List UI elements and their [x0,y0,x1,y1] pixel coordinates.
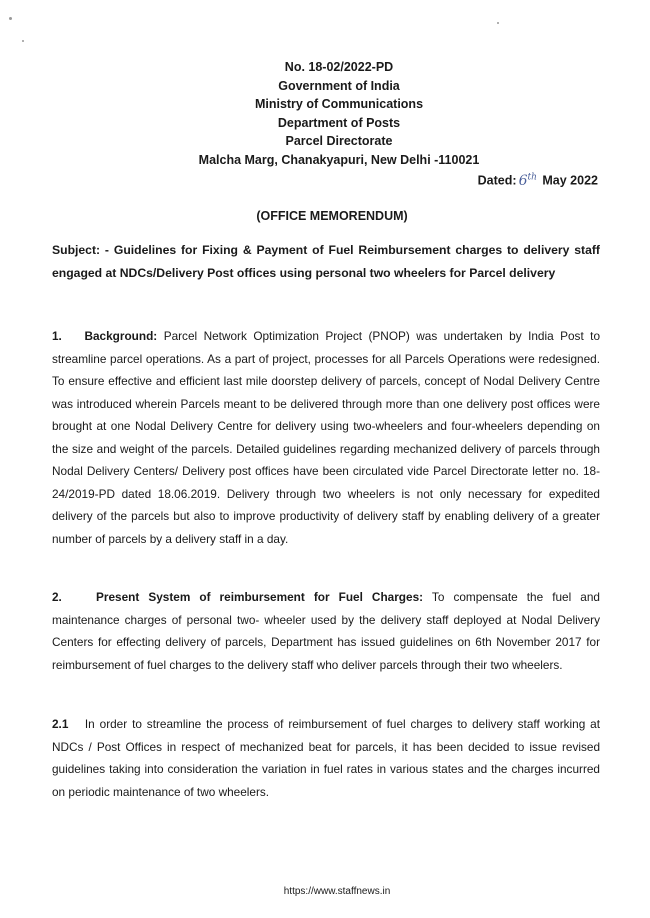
address-line: Malcha Marg, Chanakyapuri, New Delhi -110021 [198,152,480,167]
paragraph-body: Parcel Network Optimization Project (PNOP) was undertaken by India Post to streamline parcel operations. As a part of project, processes for all Parcels Operations were redesigned. To ensure effective and efficient last mile doorstep delivery of parcels, concept of Nodal Delivery Centre was introduced wherein Parcels meant to be delivered through more than one delivery post offices were brought at one Nodal Delivery Centre for delivery using two-wheelers and four-wheelers depending on the size and weight of the parcels. Detailed guidelines regarding mechanized delivery of parcels through Nodal Delivery Centers/ Delivery post offices have been circulated vide Parcel Directorate letter no. 18-24/2019-PD dated 18.06.2019. Delivery through two wheelers is not only necessary for expedited delivery of the parcels but also to improve productivity of delivery staff by enabling delivery of a greater number of parcels by a delivery staff in a day. [52,329,601,546]
department-line: Department of Posts [277,115,401,130]
footer-url[interactable]: https://www.staffnews.in [283,886,391,897]
date-line [478,172,598,189]
handwritten-day: 6th [518,172,537,189]
paragraph-number: 1. [52,329,62,343]
paragraph-number: 2.1 [52,717,69,731]
paragraph-number: 2. [52,590,62,604]
scan-speck [22,40,24,42]
paragraph-background [52,325,600,550]
paragraph-body: In order to streamline the process of reimbursement of fuel charges to delivery staff working at NDCs / Post Offices in respect of mechanized beat for parcels, it has been decided to issue revised guidelines taking into consideration the variation in fuel rates in various states and the charges incurred on periodic maintenance of two wheelers. [52,717,601,799]
date-label: Dated: [477,173,517,188]
government-line: Government of India [278,78,400,93]
paragraph-heading: Present System of reimbursement for Fuel Charges: [96,590,424,604]
date-month-year: May 2022 [542,173,598,188]
paragraph-present-system [52,586,600,676]
file-number: No. 18-02/2022-PD [284,60,394,74]
paragraph-heading: Background: [84,329,158,343]
paragraph-revised-guidelines [52,713,600,803]
directorate-line: Parcel Directorate [285,134,393,148]
scan-speck [497,22,499,24]
scan-speck [9,17,12,20]
memo-title: (OFFICE MEMORENDUM) [256,209,408,223]
letterhead [0,58,650,169]
subject-line: Subject: - Guidelines for Fixing & Payment of Fuel Reimbursement charges to delivery staff engaged at NDCs/Delivery Post offices using personal two wheelers for Parcel delivery [52,243,600,280]
ministry-line: Ministry of Communications [254,97,424,111]
paragraph-body: To compensate the fuel and maintenance charges of personal two- wheeler used by the delivery staff deployed at Nodal Delivery Centers for effecting delivery of parcels, Department has issued guidelines on 6th November 2017 for reimbursement of fuel charges to the delivery staff who deliver parcels through their two wheelers. [52,590,600,672]
